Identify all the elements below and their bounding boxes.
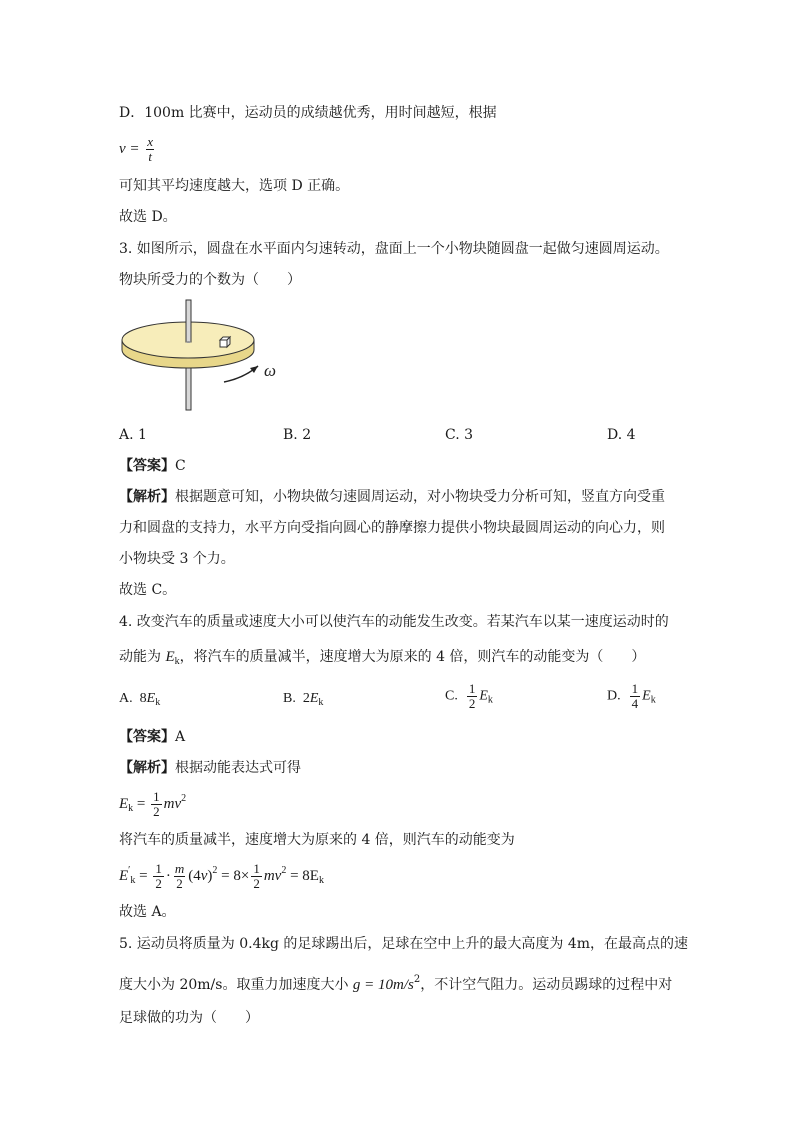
d-option-text: D．100m 比赛中，运动员的成绩越优秀，用时间越短，根据 [119,105,497,121]
q3-stem-line1: 3. 如图所示，圆盘在水平面内匀速转动，盘面上一个小物块随圆盘一起做匀速圆周运动。 [119,241,669,257]
analysis-tag: 【解析】 [119,760,175,776]
analysis-tag: 【解析】 [119,489,175,505]
q4-option-d: D. $\frac{1}{4}$ $E_k$ [607,681,656,711]
d-option-conclusion: 可知其平均速度越大，选项 D 正确。 [119,178,350,194]
frac-denominator: t [148,149,152,164]
answer-tag: 【答案】 [119,458,175,474]
stem-text: ，将汽车的质量减半，速度增大为原来的 4 倍，则汽车的动能变为（ ） [179,649,646,665]
q3-analysis-line3: 小物块受 3 个力。 [119,551,235,567]
q5-stem-line2: 度大小为 20m/s。取重力加速度大小 $g = 10m/s^2$，不计空气阻力。运动员踢球的过程中对 [119,974,673,993]
q3-option-c: C. 3 [445,427,474,443]
q3-option-a: A. 1 [119,427,147,443]
small-block-icon [220,337,230,347]
stem-text: 动能为 [119,649,161,665]
omega-label: ω [264,361,277,380]
q3-stem-line2: 物块所受力的个数为（ ） [119,272,301,288]
formula-fraction [145,135,155,164]
answer-value: C [175,458,186,474]
q3-answer [119,456,186,476]
ek-symbol: $E_k$ [165,649,180,667]
gravity-value: g = 10m/s [352,977,414,993]
frac-numerator: x [147,134,154,149]
q3-analysis-line2: 力和圆盘的支持力，水平方向受指向圆心的静摩擦力提供小物块最圆周运动的向心力，则 [119,520,665,536]
q4-stem-line2 [119,647,645,672]
answer-value: A [175,729,186,745]
q4-choose: 故选 A。 [119,904,176,920]
analysis-text: 根据动能表达式可得 [175,760,301,776]
d-option-choose: 故选 D。 [119,209,177,225]
q4-formula1: $E_k$ = $\frac{1}{2}$ $mv^2$ [119,789,187,820]
q3-analysis-line1 [119,487,665,507]
q4-option-b: B. $2E_k$ [283,691,324,708]
q4-option-c: C. $\frac{1}{2}$ $E_k$ [445,681,493,711]
d-option-formula [119,135,157,164]
q3-choose: 故选 C。 [119,582,177,598]
answer-tag: 【答案】 [119,729,175,745]
analysis-text: 根据题意可知，小物块做匀速圆周运动，对小物块受力分析可知，竖直方向受重 [175,489,665,505]
q5-stem-line3: 足球做的功为（ ） [119,1010,259,1026]
q4-stem-line1: 4. 改变汽车的质量或速度大小可以使汽车的动能发生改变。若某汽车以某一速度运动时的 [119,614,669,630]
q5-stem-line1: 5. 运动员将质量为 0.4kg 的足球踢出后，足球在空中上升的最大高度为 4m，在最高点的速 [119,936,689,952]
q4-option-a: A. $8E_k$ [119,691,161,708]
q3-option-b: B. 2 [283,427,312,443]
rotating-disc-figure [118,296,298,414]
formula-lhs: v = [119,140,140,157]
q4-answer [119,727,185,747]
q4-analysis-line2: 将汽车的质量减半，速度增大为原来的 4 倍，则汽车的动能变为 [119,832,515,848]
q4-analysis-line1 [119,758,301,778]
q4-formula2: $E'_k$ = $\frac{1}{2}$ · $\frac{m}{2}$ $(4v)^2 = 8\times$ $\frac{1}{2}$ $mv^2 = 8E_k$ [119,861,324,892]
q3-option-d: D. 4 [607,427,636,443]
